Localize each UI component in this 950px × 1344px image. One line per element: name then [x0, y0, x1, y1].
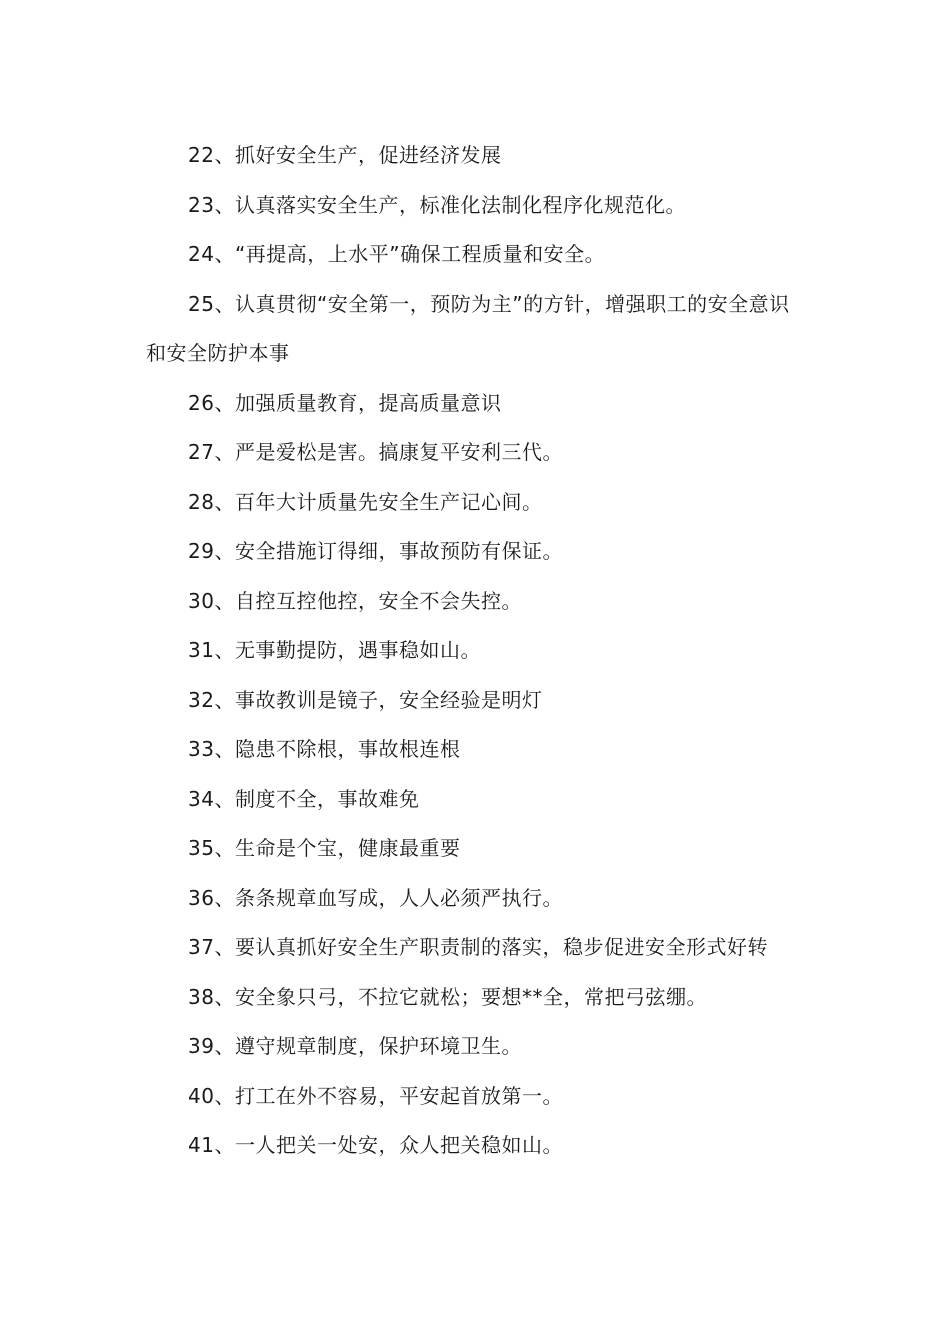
list-item: 37、要认真抓好安全生产职责制的落实，稳步促进安全形式好转: [188, 935, 768, 959]
list-item: 41、一人把关一处安，众人把关稳如山。: [188, 1133, 563, 1157]
list-item: 33、隐患不除根，事故根连根: [188, 737, 461, 761]
list-item: 26、加强质量教育，提高质量意识: [188, 390, 502, 415]
list-item: 27、严是爱松是害。搞康复平安利三代。: [188, 440, 563, 464]
list-item: 30、自控互控他控，安全不会失控。: [188, 588, 522, 613]
slogan-list: [146, 131, 808, 1171]
list-item: 22、抓好安全生产，促进经济发展: [188, 143, 502, 167]
list-item: 24、“再提高，上水平”确保工程质量和安全。: [188, 242, 606, 266]
list-item: 35、生命是个宝，健康最重要: [188, 836, 461, 860]
list-item: 32、事故教训是镜子，安全经验是明灯: [188, 687, 543, 712]
list-item: 25、认真贯彻“安全第一，预防为主”的方针，增强职工的安全意识和安全防护本事: [146, 291, 790, 365]
list-item: 36、条条规章血写成，人人必须严执行。: [188, 885, 563, 910]
list-item: 28、百年大计质量先安全生产记心间。: [188, 489, 543, 514]
list-item: 38、安全象只弓，不拉它就松；要想**全，常把弓弦绷。: [188, 984, 707, 1009]
list-item: 34、制度不全，事故难免: [188, 786, 420, 811]
list-item: 40、打工在外不容易，平安起首放第一。: [188, 1083, 563, 1108]
list-item: 39、遵守规章制度，保护环境卫生。: [188, 1034, 522, 1058]
list-item: 23、认真落实安全生产，标准化法制化程序化规范化。: [188, 192, 686, 217]
list-item: 29、安全措施订得细，事故预防有保证。: [188, 539, 563, 563]
list-item: 31、无事勤提防，遇事稳如山。: [188, 638, 481, 662]
